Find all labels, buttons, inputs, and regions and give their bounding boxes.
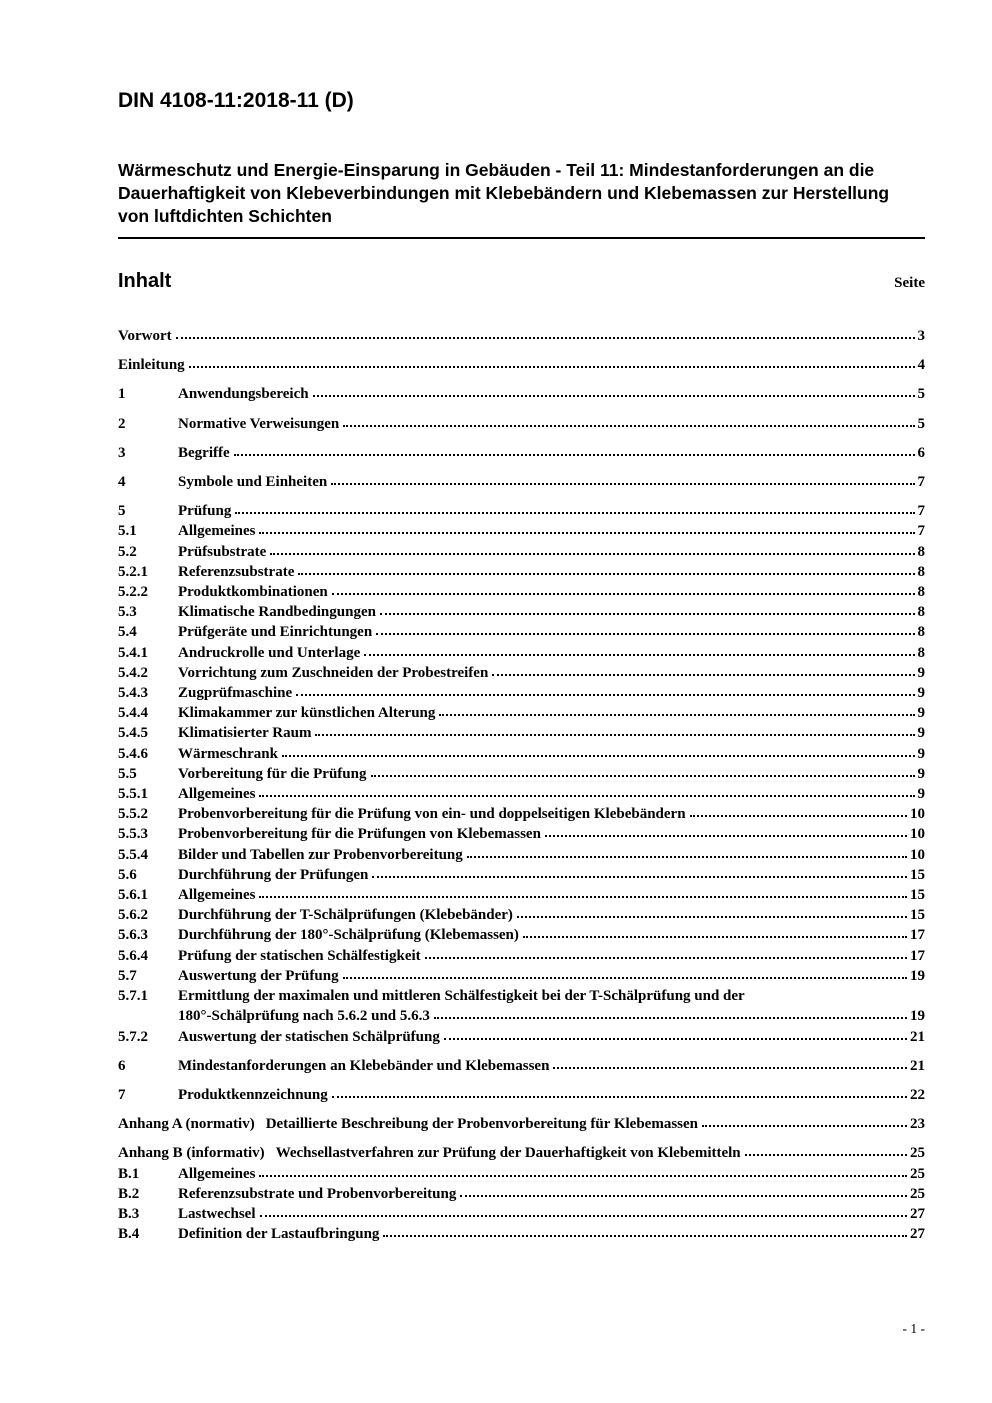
toc-entry-title: Wärmeschrank [178, 745, 278, 762]
toc-entry-number: 5.5 [118, 765, 137, 782]
toc-entry-page: 22 [910, 1086, 925, 1103]
toc-entry [118, 966, 925, 986]
toc-entry-title: Durchführung der Prüfungen [178, 866, 369, 883]
toc-entry-title: Referenzsubstrate und Probenvorbereitung [178, 1185, 457, 1202]
toc-entry-title: Klimakammer zur künstlichen Alterung [178, 705, 436, 722]
dot-leader [259, 532, 914, 534]
toc-heading: Inhalt [118, 270, 172, 292]
toc-entry-number: 5 [118, 503, 126, 520]
toc-entry-page: 3 [917, 328, 925, 344]
toc-entry-title: Einleitung [118, 357, 185, 374]
toc-entry [118, 905, 925, 925]
toc-entry-page: 27 [910, 1226, 925, 1243]
toc-entry-title: Probenvorbereitung für die Prüfung von ein- und doppelseitigen Klebebändern [178, 806, 686, 823]
toc-entry [118, 643, 925, 663]
toc-entry-page: 25 [910, 1165, 925, 1182]
toc-entry-page: 10 [910, 806, 925, 823]
toc-entry [118, 925, 925, 945]
toc-entry-title: Anwendungsbereich [178, 386, 309, 403]
dot-leader [260, 1215, 908, 1217]
dot-leader [439, 714, 914, 716]
toc-entry-prefix: Anhang A (normativ) [118, 1116, 255, 1133]
dot-leader [745, 1154, 907, 1156]
toc-entry-title: Prüfsubstrate [178, 543, 267, 560]
toc-entry-title: Ermittlung der maximalen und mittleren Schälfestigkeit bei der T-Schälprüfung und der [178, 988, 745, 1005]
toc-entry-page: 19 [910, 967, 925, 984]
toc-entry-number: 5.5.3 [118, 826, 148, 843]
toc-entry-title: Symbole und Einheiten [178, 474, 328, 491]
toc-entry-page: 8 [917, 644, 925, 661]
toc-entry-number: 5.6.3 [118, 927, 148, 944]
dot-leader [189, 366, 915, 368]
toc-entry-page: 25 [910, 1185, 925, 1202]
toc-entry-title: Referenzsubstrate [178, 563, 295, 580]
toc-entry-title: Allgemeines [178, 887, 256, 904]
toc-entry-page: 9 [917, 725, 925, 742]
dot-leader [372, 876, 907, 878]
toc-entry-title: Mindestanforderungen an Klebebänder und Klebemassen [178, 1057, 550, 1074]
toc-entry [118, 472, 925, 492]
toc-entry-number: 6 [118, 1057, 126, 1074]
toc-entry-number: 5.6.2 [118, 907, 148, 924]
dot-leader [523, 936, 907, 938]
toc-entry-number: 5.6.4 [118, 947, 148, 964]
toc-entry-number: 5.4.4 [118, 705, 148, 722]
toc-entry [118, 562, 925, 582]
toc-entry-page: 17 [910, 927, 925, 944]
dot-leader [282, 755, 915, 757]
toc-entry-number: 5.2.1 [118, 563, 148, 580]
toc-entry-page: 9 [917, 765, 925, 782]
toc-entry-page: 6 [917, 444, 925, 461]
toc-entry-page: 7 [917, 474, 925, 491]
toc-entry-number: 5.4.5 [118, 725, 148, 742]
dot-leader [371, 775, 915, 777]
toc-entry-page: 17 [910, 947, 925, 964]
toc-entry-page: 5 [917, 386, 925, 403]
toc-entry-page: 8 [917, 624, 925, 641]
toc-entry-title: Allgemeines [178, 523, 256, 540]
dot-leader [331, 483, 914, 485]
dot-leader [460, 1195, 907, 1197]
toc-entry-page: 23 [910, 1116, 925, 1133]
toc-entry-page: 19 [910, 1008, 925, 1025]
dot-leader [545, 835, 907, 837]
page-number-footer: - 1 - [902, 1321, 925, 1336]
toc-entry [118, 1164, 925, 1184]
dot-leader [343, 425, 914, 427]
toc-entry-title: Vorrichtung zum Zuschneiden der Probestreifen [178, 664, 489, 681]
toc-entry-number: 5.2 [118, 543, 137, 560]
toc-entry-title: Produktkombinationen [178, 584, 328, 601]
toc-entry-number: 5.4.6 [118, 745, 148, 762]
toc-entry-number: 5.4 [118, 624, 137, 641]
toc-entry-title: Definition der Lastaufbringung [178, 1226, 380, 1243]
toc-entry-number: 1 [118, 386, 126, 403]
toc-entry-number: 5.5.2 [118, 806, 148, 823]
toc-entry-number: 5.3 [118, 604, 137, 621]
dot-leader [553, 1067, 907, 1069]
toc-entry-title: Durchführung der T-Schälprüfungen (Klebebänder) [178, 907, 513, 924]
toc-entry-page: 8 [917, 563, 925, 580]
dot-leader [296, 694, 914, 696]
toc-entry [118, 946, 925, 966]
toc-entry [118, 1114, 925, 1134]
toc-entry-title: Prüfung der statischen Schälfestigkeit [178, 947, 421, 964]
toc-entry-title: Probenvorbereitung für die Prüfungen von Klebemassen [178, 826, 541, 843]
toc-entry-number: 5.2.2 [118, 584, 148, 601]
toc-entry [118, 1184, 925, 1204]
dot-leader [517, 916, 907, 918]
dot-leader [492, 674, 914, 676]
toc-entry-page: 21 [910, 1028, 925, 1045]
toc-entry-page: 15 [910, 887, 925, 904]
toc-entry-page: 8 [917, 584, 925, 601]
toc-header [118, 270, 925, 293]
toc-entry-page: 8 [917, 543, 925, 560]
toc-entry [118, 414, 925, 434]
toc-entry-page: 9 [917, 705, 925, 722]
toc-entry-number: 3 [118, 444, 126, 461]
toc-entry-title: Klimatisierter Raum [178, 725, 312, 742]
toc-entry-title: Produktkennzeichnung [178, 1086, 328, 1103]
toc-entry [118, 542, 925, 562]
toc-entry-title: Vorbereitung für die Prüfung [178, 765, 367, 782]
toc-entry-number: 5.1 [118, 523, 137, 540]
toc-entry-page: 9 [917, 664, 925, 681]
toc-entry [118, 703, 925, 723]
toc-entry [118, 355, 925, 375]
toc-entry-number: 5.7.2 [118, 1028, 148, 1045]
toc-entry [118, 384, 925, 404]
dot-leader [313, 395, 915, 397]
toc-entry-title: Begriffe [178, 444, 230, 461]
toc-entry-number: 4 [118, 474, 126, 491]
toc-entry-title: Durchführung der 180°-Schälprüfung (Klebemassen) [178, 927, 519, 944]
toc-entry-title: Bilder und Tabellen zur Probenvorbereitung [178, 846, 463, 863]
toc-entry-title: Andruckrolle und Unterlage [178, 644, 361, 661]
toc-entry-page: 9 [917, 745, 925, 762]
dot-leader [425, 957, 907, 959]
toc-entry [118, 582, 925, 602]
toc-entry-title: Allgemeines [178, 1165, 256, 1182]
toc-entry-number: 5.4.1 [118, 644, 148, 661]
toc-entry-title: Wechsellastverfahren zur Prüfung der Dauerhaftigkeit von Klebemitteln [275, 1145, 741, 1162]
toc-entry [118, 986, 925, 1006]
toc-entry-number: 5.5.4 [118, 846, 148, 863]
toc-entry-number: B.1 [118, 1165, 140, 1182]
toc-entry [118, 865, 925, 885]
toc-entry [118, 845, 925, 865]
toc-entry [118, 1085, 925, 1105]
toc-entry-page: 10 [910, 846, 925, 863]
toc-entry-continuation [118, 1006, 925, 1026]
toc-entry [118, 1143, 925, 1163]
toc-entry [118, 804, 925, 824]
toc-entry-title: Allgemeines [178, 786, 256, 803]
toc-entry-page: 15 [910, 866, 925, 883]
toc-entry-number: 5.6.1 [118, 887, 148, 904]
toc-entry-number: 5.6 [118, 866, 137, 883]
toc-entry-page: 10 [910, 826, 925, 843]
toc-entry-title: Auswertung der statischen Schälprüfung [178, 1028, 440, 1045]
toc-page-column-label: Seite [894, 275, 925, 291]
dot-leader [235, 512, 914, 514]
toc-entry-number: B.2 [118, 1185, 140, 1202]
toc-entry [118, 784, 925, 804]
toc-entry [118, 1224, 925, 1244]
toc-entry-prefix: Anhang B (informativ) [118, 1145, 265, 1162]
dot-leader [332, 1096, 907, 1098]
toc-entry [118, 683, 925, 703]
toc-entry [118, 1027, 925, 1047]
toc-entry-page: 7 [917, 503, 925, 520]
toc-entry-number: 5.5.1 [118, 786, 148, 803]
dot-leader [690, 815, 907, 817]
toc-entry-number: 5.7.1 [118, 988, 148, 1005]
dot-leader [315, 734, 914, 736]
toc-entry-page: 15 [910, 907, 925, 924]
toc-entry-page: 21 [910, 1057, 925, 1074]
toc-entry-title: Zugprüfmaschine [178, 685, 293, 702]
toc-entry-title: Prüfgeräte und Einrichtungen [178, 624, 373, 641]
toc-entry-number: 5.4.2 [118, 664, 148, 681]
dot-leader [364, 654, 914, 656]
toc-entry [118, 521, 925, 541]
toc-entry-title: Normative Verweisungen [178, 415, 340, 432]
toc-entry [118, 1204, 925, 1224]
toc-entry [118, 744, 925, 764]
toc-entry [118, 501, 925, 521]
toc-entry [118, 764, 925, 784]
dot-leader [259, 795, 914, 797]
dot-leader [376, 633, 914, 635]
dot-leader [176, 337, 915, 339]
toc-entry-page: 4 [917, 357, 925, 374]
toc-entry-number: B.3 [118, 1205, 140, 1222]
toc-entry [118, 885, 925, 905]
toc-entry-number: 5.4.3 [118, 685, 148, 702]
toc-entry-title: Prüfung [178, 503, 232, 520]
dot-leader [259, 1175, 907, 1177]
toc-entry [118, 326, 925, 346]
doc-title: Wärmeschutz und Energie-Einsparung in Gebäuden - Teil 11: Mindestanforderungen an die Dauerhaftigkeit von Klebeverbindungen mit Klebebändern und Klebemassen zur Herstellung von luftdichten Schichten [118, 159, 925, 239]
toc-entry-number: 2 [118, 415, 126, 432]
toc-entry-number: B.4 [118, 1226, 140, 1243]
toc-entry [118, 1056, 925, 1076]
toc-entry-page: 8 [917, 604, 925, 621]
dot-leader [434, 1017, 907, 1019]
dot-leader [702, 1125, 907, 1127]
dot-leader [380, 613, 915, 615]
toc-entry [118, 443, 925, 463]
dot-leader [332, 593, 915, 595]
dot-leader [270, 553, 914, 555]
dot-leader [298, 573, 914, 575]
toc-entry-page: 25 [910, 1145, 925, 1162]
toc-entry [118, 723, 925, 743]
toc-entry [118, 824, 925, 844]
toc-entry [118, 663, 925, 683]
toc-entry-title: Detaillierte Beschreibung der Probenvorbereitung für Klebemassen [265, 1116, 699, 1133]
toc-entry [118, 602, 925, 622]
dot-leader [259, 896, 907, 898]
toc-entry-number: 7 [118, 1086, 126, 1103]
dot-leader [343, 977, 907, 979]
toc-entry [118, 622, 925, 642]
dot-leader [467, 856, 907, 858]
dot-leader [444, 1038, 907, 1040]
toc-entry-page: 5 [917, 415, 925, 432]
toc-entry-title: Vorwort [118, 328, 172, 344]
doc-number-heading: DIN 4108-11:2018-11 (D) [118, 89, 354, 112]
toc-entry-title: Klimatische Randbedingungen [178, 604, 376, 621]
toc-entry-title: Lastwechsel [178, 1205, 256, 1222]
toc-entry-title: 180°-Schälprüfung nach 5.6.2 und 5.6.3 [178, 1008, 430, 1025]
toc-entry-page: 7 [917, 523, 925, 540]
toc-entry-number: 5.7 [118, 967, 137, 984]
toc-list [118, 326, 925, 1244]
dot-leader [383, 1235, 907, 1237]
toc-entry-page: 9 [917, 685, 925, 702]
toc-entry-page: 27 [910, 1205, 925, 1222]
toc-entry-title: Auswertung der Prüfung [178, 967, 339, 984]
dot-leader [234, 454, 915, 456]
toc-entry-page: 9 [917, 786, 925, 803]
